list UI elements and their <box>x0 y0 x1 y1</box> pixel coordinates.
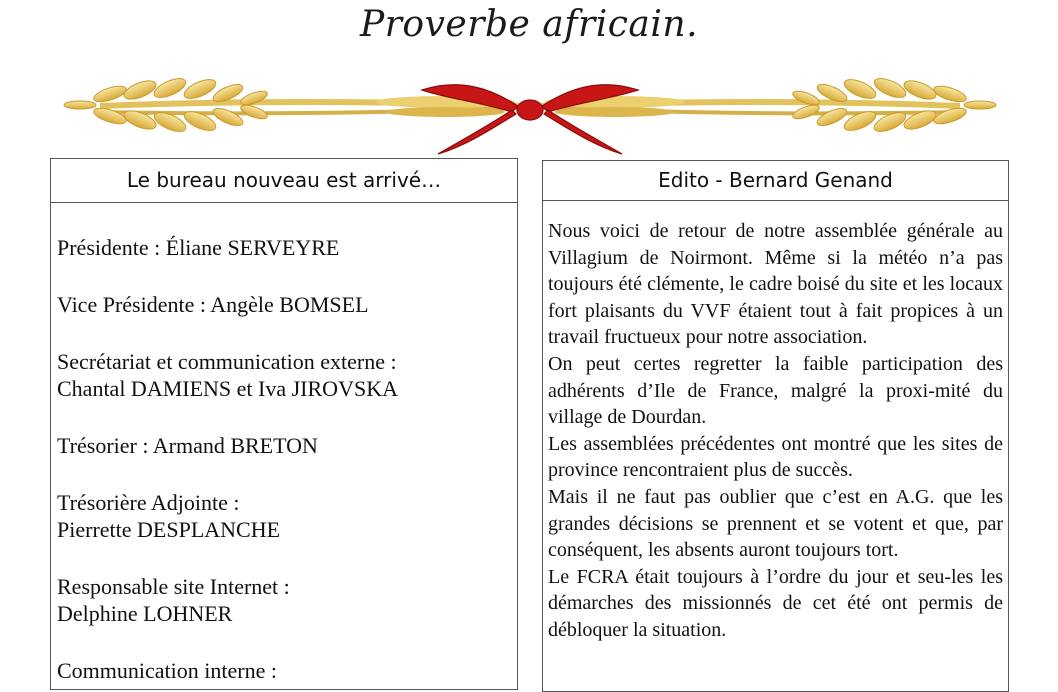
edito-paragraph: Le FCRA était toujours à l’ordre du jour et seu-les les démarches des missionnés de cet été ont permis de débloquer la situation. <box>548 565 1003 641</box>
member-line: Trésorière Adjointe : <box>57 490 240 515</box>
member-line: Communication interne : <box>57 658 277 683</box>
member-line: Pierrette DESPLANCHE <box>57 517 281 542</box>
member-entry <box>57 657 517 684</box>
wheat-ribbon-banner <box>60 68 1000 160</box>
edito-paragraph: Les assemblées précédentes ont montré que les sites de province rencontraient plus de succès. <box>548 432 1003 482</box>
edito-text <box>543 201 1008 644</box>
member-entry <box>57 432 517 459</box>
edito-paragraph: Mais il ne faut pas oublier que c’est en A.G. que les grandes décisions se prennent et se votent et que, par conséquent, les absents auront toujours tort. <box>548 485 1003 562</box>
ribbon-bow-icon <box>422 85 638 154</box>
member-line: Vice Présidente : Angèle BOMSEL <box>57 292 369 317</box>
member-line: Présidente : Éliane SERVEYRE <box>57 235 340 260</box>
member-entry <box>57 234 517 261</box>
member-line: Secrétariat et communication externe : <box>57 349 397 374</box>
edito-paragraph: On peut certes regretter la faible participation des adhérents d’Ile de France, malgré la proxi-mité du village de Dourdan. <box>548 352 1003 429</box>
edito-box-header: Edito - Bernard Genand <box>543 161 1008 201</box>
edito-box <box>542 160 1009 692</box>
member-entry <box>57 573 517 627</box>
bureau-box <box>50 158 518 690</box>
member-entry <box>57 489 517 543</box>
page-title: Proverbe africain. <box>359 4 699 45</box>
member-line: Responsable site Internet : <box>57 574 290 599</box>
member-entry <box>57 291 517 318</box>
member-entry <box>57 348 517 402</box>
member-line: Trésorier : Armand BRETON <box>57 433 318 458</box>
member-line: Delphine LOHNER <box>57 601 233 626</box>
member-line: Chantal DAMIENS et Iva JIROVSKA <box>57 376 398 401</box>
edito-paragraph: Nous voici de retour de notre assemblée générale au Villagium de Noirmont. Même si la météo n’a pas toujours été clémente, le cadre boisé du site et les locaux fort plaisants du VVF étaient tout à fait propices à un travail fructueux pour notre association. <box>548 220 1003 349</box>
bureau-box-header: Le bureau nouveau est arrivé… <box>51 159 517 203</box>
member-list <box>51 203 517 684</box>
